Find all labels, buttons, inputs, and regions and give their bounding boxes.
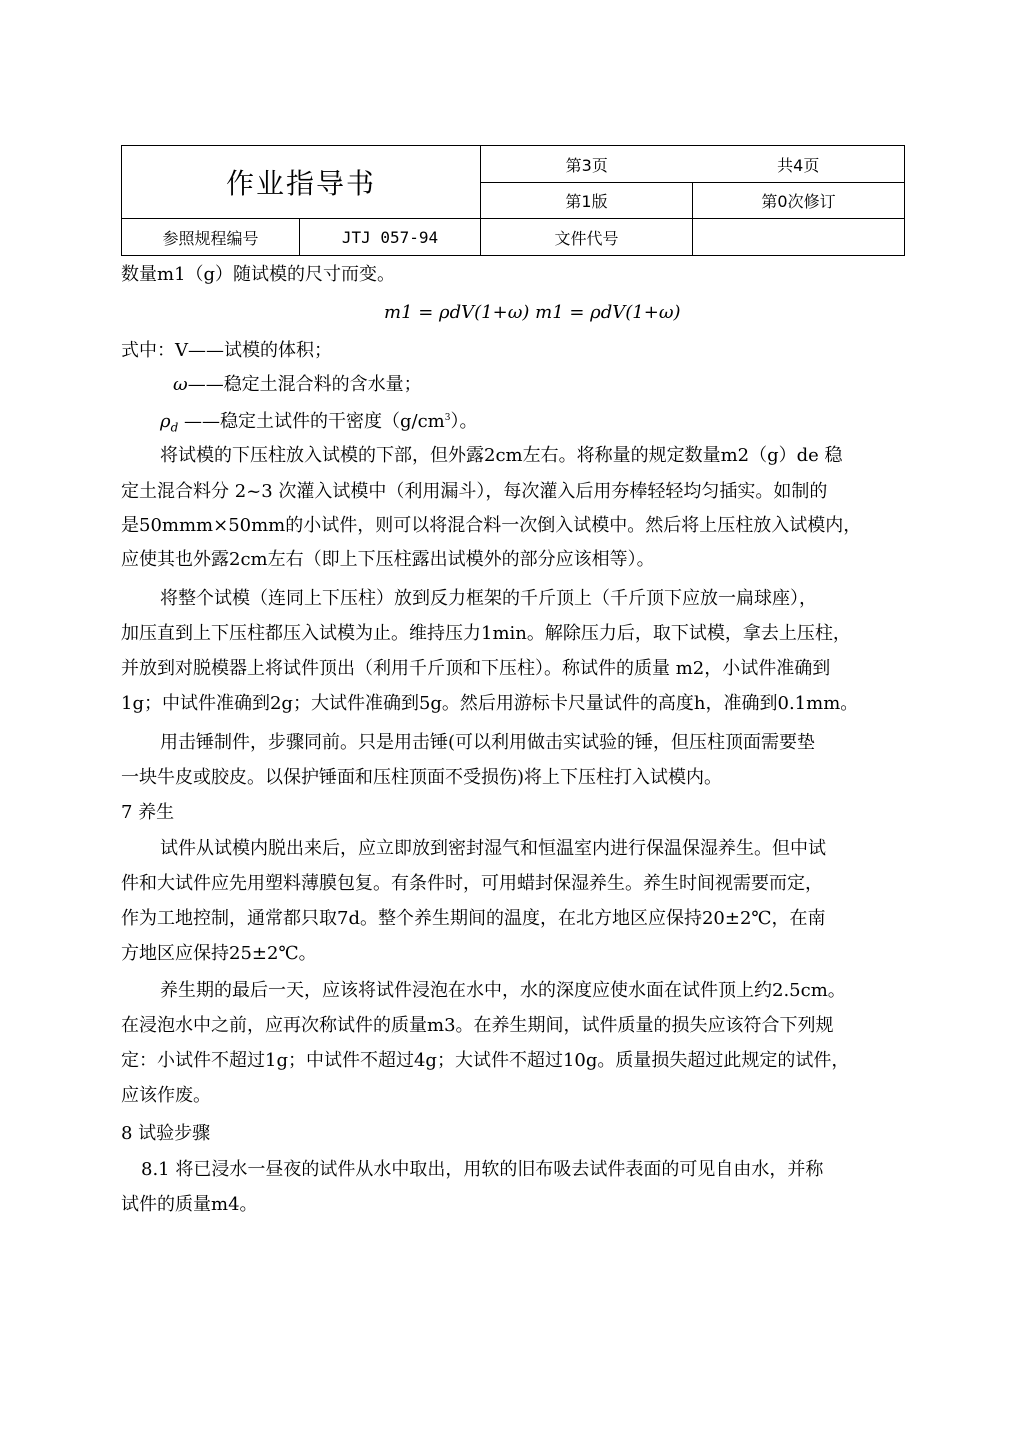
text-line: 将整个试模（连同上下压柱）放到反力框架的千斤顶上（千斤顶下应放一扁球座）， (160, 588, 817, 609)
text-line: 数量m1（g）随试模的尺寸而变。 (121, 264, 396, 285)
formula (384, 303, 684, 323)
text-line: 1g；中试件准确到2g；大试件准确到5g。然后用游标卡尺量试件的高度h，准确到0.1mm。 (121, 693, 859, 714)
rho-desc-end: ）。 (450, 411, 478, 432)
text-line: 是50mmm×50mm的小试件，则可以将混合料一次倒入试模中。然后将上压柱放入试模内， (121, 515, 862, 536)
document-title: 作业指导书 (122, 146, 481, 219)
text-line: 方地区应保持25±2℃。 (121, 943, 317, 964)
text-line: 件和大试件应先用塑料薄膜包复。有条件时，可用蜡封保湿养生。养生时间视需要而定， (121, 873, 823, 894)
rho-desc: ——稳定土试件的干密度（g/cm (184, 411, 445, 432)
ref-value: JTJ 057-94 (300, 219, 481, 256)
omega-symbol: ω (173, 374, 188, 395)
formula-text: m1 = ρdV(1+ω) m1 = ρdV(1+ω) (384, 302, 681, 323)
text-line: 应使其也外露2cm左右（即上下压柱露出试模外的部分应该相等）。 (121, 549, 655, 570)
text-line: 用击锤制件，步骤同前。只是用击锤(可以利用做击实试验的锤，但压柱顶面需要垫 (160, 732, 816, 753)
file-code-label: 文件代号 (481, 219, 693, 256)
section-heading: 8 试验步骤 (121, 1123, 211, 1144)
text-line (173, 375, 973, 395)
omega-desc: ——稳定土混合料的含水量； (187, 374, 422, 395)
revision: 第0次修订 (693, 183, 905, 219)
edition: 第1版 (481, 183, 693, 219)
text-line: 试件从试模内脱出来后，应立即放到密封湿气和恒温室内进行保温保湿养生。但中试 (160, 838, 826, 859)
page-number: 第3页 (481, 146, 693, 183)
rho-symbol: $\rho_d$ (160, 411, 179, 435)
text-line: 应该作废。 (121, 1085, 211, 1106)
file-code-value (693, 219, 905, 256)
text-line: 作为工地控制，通常都只取7d。整个养生期间的温度，在北方地区应保持20±2℃，在南 (121, 908, 826, 929)
text-line: 加压直到上下压柱都压入试模为止。维持压力1min。解除压力后，取下试模，拿去上压柱， (121, 623, 851, 644)
unit-exponent: 3 (444, 413, 451, 423)
ref-label: 参照规程编号 (122, 219, 300, 256)
header-table (121, 145, 905, 256)
text-line: 定土混合料分 2~3 次灌入试模中（利用漏斗），每次灌入后用夯棒轻轻均匀插实。如制的 (121, 481, 828, 502)
text-line: 在浸泡水中之前，应再次称试件的质量m3。在养生期间，试件质量的损失应该符合下列规 (121, 1015, 834, 1036)
text-line: 将试模的下压柱放入试模的下部，但外露2cm左右。将称量的规定数量m2（g）de 稳 (160, 445, 843, 466)
text-line: 8.1 将已浸水一昼夜的试件从水中取出，用软的旧布吸去试件表面的可见自由水，并称 (141, 1159, 824, 1180)
text-line: 养生期的最后一天，应该将试件浸泡在水中，水的深度应使水面在试件顶上约2.5cm。 (160, 980, 846, 1001)
text-line: 一块牛皮或胶皮。以保护锤面和压柱顶面不受损伤)将上下压柱打入试模内。 (121, 767, 723, 788)
section-heading: 7 养生 (121, 802, 175, 823)
text-line (160, 408, 960, 438)
text-line: 试件的质量m4。 (121, 1194, 258, 1215)
text-line: 定：小试件不超过1g；中试件不超过4g；大试件不超过10g。质量损失超过此规定的试件， (121, 1050, 850, 1071)
text-line: 式中：V——试模的体积； (121, 340, 332, 361)
total-pages: 共4页 (693, 146, 905, 183)
text-line: 并放到对脱模器上将试件顶出（利用千斤顶和下压柱）。称试件的质量 m2，小试件准确到 (121, 658, 831, 679)
